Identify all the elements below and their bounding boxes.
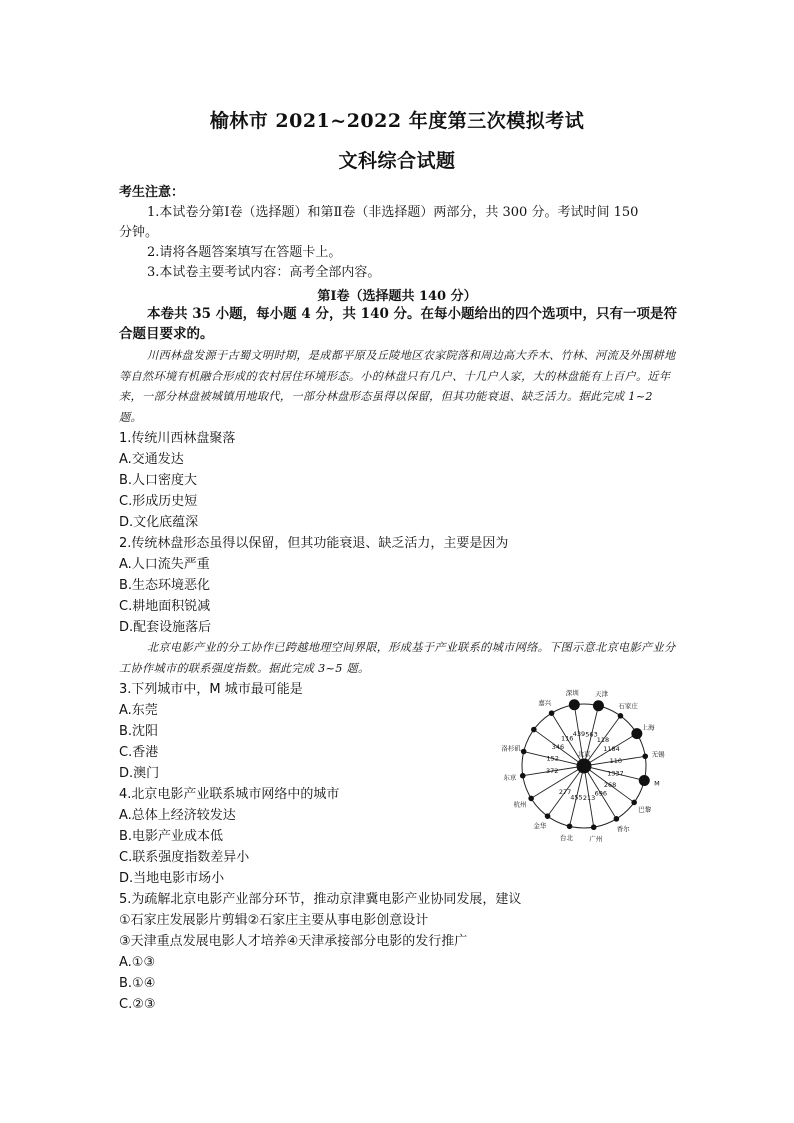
q3-option-b: B.沈阳 xyxy=(119,724,159,739)
city-node xyxy=(521,749,527,755)
link-value: 213 xyxy=(582,793,596,802)
link-value: 372 xyxy=(545,767,559,776)
q1-option-b: B.人口密度大 xyxy=(119,473,198,488)
q4-option-d: D.当地电影市场小 xyxy=(119,871,225,886)
q5-option-b: B.①④ xyxy=(119,976,156,991)
section-heading: 第Ⅰ卷（选择题共 140 分） xyxy=(317,289,477,304)
q4-stem: 4.北京电影产业联系城市网络中的城市 xyxy=(119,787,340,802)
q4-option-b: B.电影产业成本低 xyxy=(119,829,224,844)
city-node xyxy=(549,710,555,716)
center-label: 北京 xyxy=(577,750,591,758)
city-label: 金华 xyxy=(533,821,547,830)
city-label: 上海 xyxy=(641,723,655,732)
city-label: 石家庄 xyxy=(618,702,638,711)
film-network-diagram xyxy=(494,688,692,862)
exam-subtitle: 文科综合试题 xyxy=(338,150,456,172)
q1-option-a: A.交通发达 xyxy=(119,452,184,467)
q4-option-c: C.联系强度指数差异小 xyxy=(119,850,250,865)
notice-item-2: 2.请将各题答案填写在答题卡上。 xyxy=(147,245,342,260)
city-label: M xyxy=(654,779,660,788)
city-node xyxy=(639,775,650,786)
q1-option-d: D.文化底蕴深 xyxy=(119,515,199,530)
q5-option-a: A.①③ xyxy=(119,955,156,970)
notice-heading: 考生注意： xyxy=(119,185,185,200)
q2-stem: 2.传统林盘形态虽得以保留，但其功能衰退、缺乏活力，主要是因为 xyxy=(119,536,509,551)
city-label: 东京 xyxy=(503,773,517,782)
q5-statements-3-4: ③天津重点发展电影人才培养④天津承接部分电影的发行推广 xyxy=(119,934,468,949)
link-value: 1337 xyxy=(607,769,624,778)
link-value: 439 xyxy=(572,730,586,739)
q5-stem: 5.为疏解北京电影产业部分环节，推动京津冀电影产业协同发展，建议 xyxy=(119,892,522,907)
link-value: 110 xyxy=(609,756,623,765)
city-label: 嘉兴 xyxy=(538,698,552,707)
link-value: 268 xyxy=(603,780,617,789)
city-label: 广州 xyxy=(589,835,603,844)
q5-statements-1-2: ①石家庄发展影片剪辑②石家庄主要从事电影创意设计 xyxy=(119,913,429,928)
q1-option-c: C.形成历史短 xyxy=(119,494,198,509)
q1-stem: 1.传统川西林盘聚落 xyxy=(119,431,236,446)
city-node xyxy=(531,727,537,733)
city-label: 台北 xyxy=(560,833,574,842)
city-label: 洛杉矶 xyxy=(501,744,521,753)
link-value: 152 xyxy=(546,754,559,763)
passage-film: 北京电影产业的分工协作已跨越地理空间界限，形成基于产业联系的城市网络。下图示意北京电影产业分工协作城市的联系强度指数。据此完成 3~5 题。 xyxy=(119,641,676,675)
q3-stem: 3.下列城市中，M 城市最可能是 xyxy=(119,682,303,697)
link-value: 346 xyxy=(551,743,565,752)
city-node xyxy=(614,816,620,822)
q3-option-d: D.澳门 xyxy=(119,766,160,781)
city-label: 杭州 xyxy=(513,800,527,809)
city-node xyxy=(593,700,604,711)
city-node xyxy=(631,800,637,806)
q2-option-d: D.配套设施落后 xyxy=(119,620,212,635)
link-value: 696 xyxy=(594,789,608,798)
q4-option-a: A.总体上经济较发达 xyxy=(119,808,236,823)
link-value: 1184 xyxy=(603,745,620,754)
link-value: 455 xyxy=(570,793,583,802)
q3-option-c: C.香港 xyxy=(119,745,159,760)
city-label: 巴黎 xyxy=(638,805,652,814)
city-node xyxy=(528,796,534,802)
q2-option-c: C.耕地面积锐减 xyxy=(119,599,211,614)
city-node xyxy=(618,713,624,719)
link-value: 277 xyxy=(558,788,572,797)
city-node xyxy=(520,773,526,779)
q2-option-b: B.生态环境恶化 xyxy=(119,578,211,593)
city-node xyxy=(569,699,580,710)
section-desc-cont: 合题目要求的。 xyxy=(119,326,214,342)
city-node xyxy=(567,823,573,829)
city-label: 无锡 xyxy=(651,750,665,759)
city-node xyxy=(642,753,648,759)
q2-option-a: A.人口流失严重 xyxy=(119,557,210,572)
city-node xyxy=(591,824,597,830)
notice-item-3: 3.本试卷主要考试内容：高考全部内容。 xyxy=(147,265,381,280)
city-node xyxy=(545,813,551,819)
center-node xyxy=(577,759,592,774)
link-value: 563 xyxy=(585,730,598,739)
section-desc: 本卷共 35 小题，每小题 4 分，共 140 分。在每小题给出的四个选项中，只有一项是符 xyxy=(147,306,678,322)
link-value: 118 xyxy=(596,735,610,744)
link-value: 116 xyxy=(560,734,574,743)
q5-option-c: C.②③ xyxy=(119,997,156,1012)
city-label: 天津 xyxy=(594,690,608,699)
notice-item-1-cont: 分钟。 xyxy=(119,225,159,240)
city-label: 深圳 xyxy=(565,688,579,697)
city-label: 香尔 xyxy=(616,825,630,834)
exam-title: 榆林市 2021~2022 年度第三次模拟考试 xyxy=(209,110,585,132)
passage-linpan: 川西林盘发源于古蜀文明时期，是成都平原及丘陵地区农家院落和周边高大乔木、竹林、河流及外围耕地等自然环境有机融合形成的农村居住环境形态。小的林盘只有几户、十几户人家，大的林盘能有上百户。近年来，一部分林盘被城镇用地取代，一部分林盘形态虽得以保留，但其功能衰退、缺乏活力。据此完成 1~2 题。 xyxy=(119,349,676,424)
notice-item-1: 1.本试卷分第Ⅰ卷（选择题）和第Ⅱ卷（非选择题）两部分，共 300 分。考试时间 150 xyxy=(147,205,639,220)
q3-option-a: A.东莞 xyxy=(119,703,158,718)
